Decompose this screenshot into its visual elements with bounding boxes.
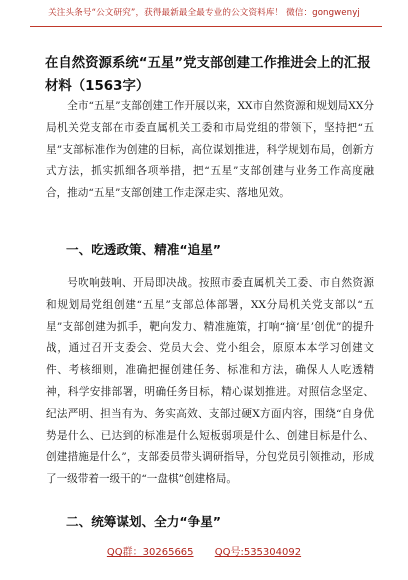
section-1-paragraph: 号吹响鼓响、开局即决战。按照市委直属机关工委、市自然资源和规划局党组创建“五星”支部总体部署，XX分局机关党支部以“五星”支部创建为抓手，靶向发力、精准施策，打响“摘‘星’创优”的提升战，通过召开支委会、党员大会、党小组会，原原本本学习创建文件、考核细则，准确把握创建任务、标准和方法，确保人人吃透精神，科学安排部署，明确任务目标，精心谋划推进。对照信念坚定、纪法严明、担当有为、务实高效、支部过硬X方面内容，围绕“自身优势是什么、已达到的标准是什么短板弱项是什么、创建目标是什么、创建措施是什么”，支部委员带头调研指导，分包党员引领推动，形成了一级带着一级干的“一盘棋”创建格局。 <box>46 277 374 486</box>
header-divider <box>30 26 382 27</box>
qq-group-link[interactable]: QQ群：30265665 <box>106 547 194 558</box>
header-banner: 关注头条号“公文研究”，获得最新最全最专业的公文资料库！ 微信：gongwenyj <box>48 8 360 18</box>
qq-number-link[interactable]: QQ号:535304092 <box>214 547 302 558</box>
section-1-heading: 一、吃透政策、精准“追星” <box>66 242 222 257</box>
footer-contact <box>0 543 408 558</box>
section-2-heading: 二、统筹谋划、全力“争星” <box>66 514 222 529</box>
document-title: 在自然资源系统“五星”党支部创建工作推进会上的汇报材料（1563字） <box>45 56 371 94</box>
intro-paragraph: 全市“五星”支部创建工作开展以来，XX市自然资源和规划局XX分局机关党支部在市委直属机关工委和市局党组的带领下，坚持把“五星”支部标准作为创建的目标，高位谋划推进，科学规划布局，创新方式方法，抓实抓细各项举措，把“五星”支部创建与业务工作高度融合，推动“五星”支部创建工作走深走实、落地见效。 <box>46 100 374 200</box>
